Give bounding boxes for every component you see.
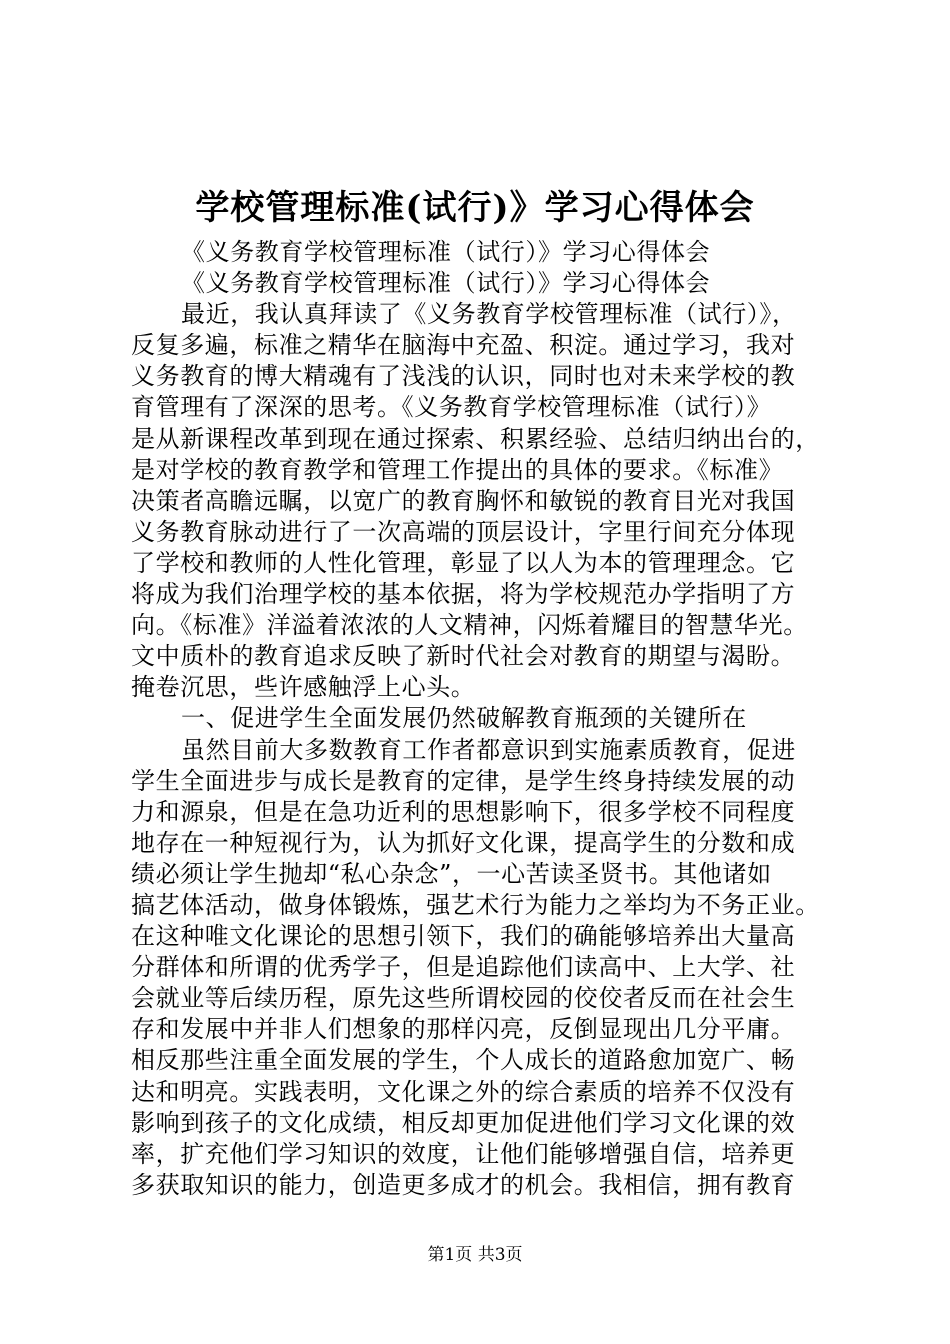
text-line: 虽然目前大多数教育工作者都意识到实施素质教育，促进 <box>181 735 796 764</box>
text-line: 力和源泉，但是在急功近利的思想影响下，很多学校不同程度 <box>131 797 796 826</box>
text-line: 存和发展中并非人们想象的那样闪亮，反倒显现出几分平庸。 <box>131 1015 796 1044</box>
document-title: 学校管理标准(试行)》学习心得体会 <box>195 188 755 228</box>
text-line: 将成为我们治理学校的基本依据，将为学校规范办学指明了方 <box>131 580 796 609</box>
text-line: 了学校和教师的人性化管理，彰显了以人为本的管理理念。它 <box>131 548 796 577</box>
text-line: 文中质朴的教育追求反映了新时代社会对教育的期望与渴盼。 <box>131 642 796 671</box>
text-line: 在这种唯文化课论的思想引领下，我们的确能够培养出大量高 <box>131 922 796 951</box>
text-line: 一、促进学生全面发展仍然破解教育瓶颈的关键所在 <box>181 704 747 733</box>
text-line: 向。《标准》洋溢着浓浓的人文精神，闪烁着耀目的智慧华光。 <box>131 611 808 640</box>
text-line: 学生全面进步与成长是教育的定律，是学生终身持续发展的动 <box>131 766 796 795</box>
text-line: 义务教育脉动进行了一次高端的顶层设计，字里行间充分体现 <box>131 517 796 546</box>
text-line: 影响到孩子的文化成绩，相反却更加促进他们学习文化课的效 <box>131 1108 796 1137</box>
text-line: 多获取知识的能力，创造更多成才的机会。我相信，拥有教育 <box>131 1170 796 1199</box>
text-line: 绩必须让学生抛却“私心杂念”，一心苦读圣贤书。其他诸如 <box>131 859 772 888</box>
text-line: 率，扩充他们学习知识的效度，让他们能够增强自信，培养更 <box>131 1139 796 1168</box>
text-line: 是从新课程改革到现在通过探索、积累经验、总结归纳出台的， <box>131 424 820 453</box>
text-line: 最近，我认真拜读了《义务教育学校管理标准（试行）》， <box>181 300 797 329</box>
text-line: 育管理有了深深的思考。《义务教育学校管理标准（试行）》 <box>131 393 772 422</box>
text-line: 掩卷沉思，些许感触浮上心头。 <box>131 673 476 702</box>
text-line: 是对学校的教育教学和管理工作提出的具体的要求。《标准》 <box>131 455 784 484</box>
document-body <box>131 237 831 1201</box>
text-line: 《义务教育学校管理标准（试行）》学习心得体会 <box>181 238 711 266</box>
text-line: 《义务教育学校管理标准（试行）》学习心得体会 <box>181 269 711 298</box>
text-line: 决策者高瞻远瞩，以宽广的教育胸怀和敏锐的教育目光对我国 <box>131 486 796 515</box>
text-line: 搞艺体活动，做身体锻炼，强艺术行为能力之举均为不务正业。 <box>131 890 820 919</box>
text-line: 地存在一种短视行为，认为抓好文化课，提高学生的分数和成 <box>131 828 796 857</box>
text-line: 义务教育的博大精魂有了浅浅的认识，同时也对未来学校的教 <box>131 362 796 391</box>
text-line: 反复多遍，标准之精华在脑海中充盈、积淀。通过学习，我对 <box>131 331 796 360</box>
text-line: 相反那些注重全面发展的学生，个人成长的道路愈加宽广、畅 <box>131 1046 796 1075</box>
text-line: 会就业等后续历程，原先这些所谓校园的佼佼者反而在社会生 <box>131 984 796 1013</box>
text-line: 达和明亮。实践表明，文化课之外的综合素质的培养不仅没有 <box>131 1077 796 1106</box>
text-line: 分群体和所谓的优秀学子，但是追踪他们读高中、上大学、社 <box>131 953 796 982</box>
page-footer: 第1页 共3页 <box>427 1245 523 1265</box>
